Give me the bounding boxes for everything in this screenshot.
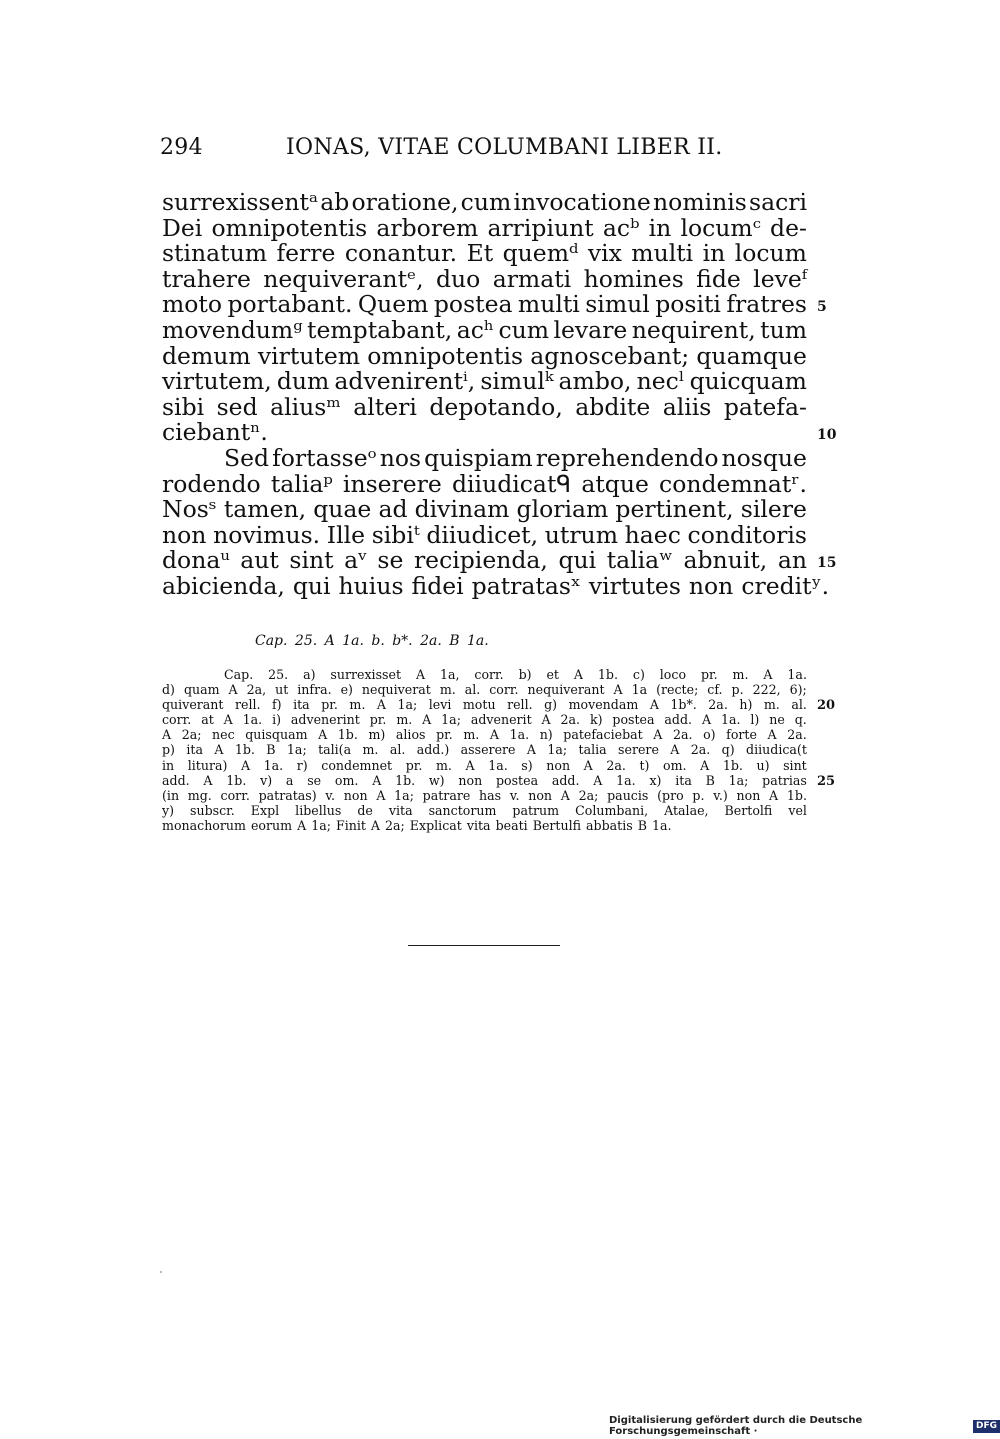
apparatus-line: A 2a; nec quisquam A 1b. m) alios pr. m. A 1a. n) patefaciebat A 2a. o) forte A 2a. (162, 727, 807, 743)
apparatus-line: y) subscr. Expl libellus de vita sanctorum patrum Columbani, Atalae, Bertolfi vel (162, 802, 807, 818)
text-line: rodendo taliaᵖ inserere diiudicatᑫ atque condemnatʳ. (162, 469, 807, 498)
dfg-logo: DFG (973, 1420, 1000, 1433)
text-line: Dei omnipotentis arborem arripiunt acᵇ in locumᶜ de- (162, 213, 807, 242)
running-title: IONAS, VITAE COLUMBANI LIBER II. (286, 135, 723, 160)
apparatus-line: in litura) A 1a. r) condemnet pr. m. A 1a. s) non A 2a. t) om. A 1b. u) sint (162, 757, 807, 773)
page-header (160, 135, 810, 165)
apparatus-line: (in mg. corr. patratas) v. non A 1a; patrare has v. non A 2a; paucis (pro p. v.) non A 1b. (162, 787, 807, 803)
line-number: 10 (817, 427, 837, 444)
text-line: moto portabant. Quem postea multi simul positi fratres 5 (162, 292, 807, 318)
text-line: abicienda, qui huius fidei patratasˣ virtutes non creditʸ. (162, 571, 830, 600)
section-divider (408, 945, 560, 946)
text-line: ciebantⁿ. 10 (162, 420, 807, 446)
text-line: surrexissentᵃ ab oratione, cum invocatione nominis sacri (162, 188, 807, 216)
text-line: Sed fortasseᵒ nos quispiam reprehendendo nosque (224, 443, 807, 472)
page-number: 294 (160, 135, 203, 160)
text-line: non novimus. Ille sibiᵗ diiudicet, utrum haec conditoris (162, 520, 807, 549)
line-number: 5 (817, 299, 827, 316)
credit-text: Digitalisierung gefördert durch die Deutsche Forschungsgemeinschaft · (609, 1415, 863, 1437)
line-number: 20 (817, 698, 836, 714)
text-line: demum virtutem omnipotentis agnoscebant; quamque (162, 341, 807, 370)
apparatus-line: quiverant rell. f) ita pr. m. A 1a; levi motu rell. g) movendam A 1b*. 2a. h) m. al. 20 (162, 697, 836, 714)
apparatus-line: add. A 1b. v) a se om. A 1b. w) non postea add. A 1a. x) ita B 1a; patrias 25 (162, 772, 836, 789)
text-line: movendumᵍ temptabant, acʰ cum levare nequirent, tum (162, 315, 807, 344)
witness-list: Cap. 25. A 1a. b. b*. 2a. B 1a. (255, 633, 489, 649)
line-number: 25 (817, 773, 836, 789)
text-line: donaᵘ aut sint aᵛ se recipienda, qui taliaʷ abnuit, an 15 (162, 548, 807, 574)
scan-speck (160, 1271, 162, 1273)
text-line: trahere nequiverantᵉ, duo armati homines fide leveᶠ (162, 264, 807, 293)
line-number: 15 (817, 555, 837, 572)
digitization-credit (609, 1415, 1000, 1437)
critical-apparatus (162, 667, 836, 833)
apparatus-line: d) quam A 2a, ut infra. e) nequiverat m. al. corr. nequiverant A 1a (recte; cf. p. 222, 6); (162, 682, 807, 698)
main-text (162, 188, 837, 600)
text-line: virtutem, dum advenirentⁱ, simulᵏ ambo, necˡ quicquam (162, 367, 807, 396)
apparatus-line: Cap. 25. a) surrexisset A 1a, corr. b) et A 1b. c) loco pr. m. A 1a. (224, 667, 807, 682)
text-line: stinatum ferre conantur. Et quemᵈ vix multi in locum (162, 239, 807, 268)
text-line: Nosˢ tamen, quae ad divinam gloriam pertinent, silere (162, 495, 807, 524)
apparatus-line: p) ita A 1b. B 1a; tali(a m. al. add.) asserere A 1a; talia serere A 2a. q) diiudica(t (162, 742, 807, 758)
apparatus-line: corr. at A 1a. i) advenerint pr. m. A 1a; advenerit A 2a. k) postea add. A 1a. l) ne q. (162, 712, 807, 728)
text-line: sibi sed aliusᵐ alteri depotando, abdite aliis patefa- (162, 392, 807, 421)
apparatus-line: monachorum eorum A 1a; Finit A 2a; Explicat vita beati Bertulfi abbatis B 1a. (162, 817, 672, 833)
